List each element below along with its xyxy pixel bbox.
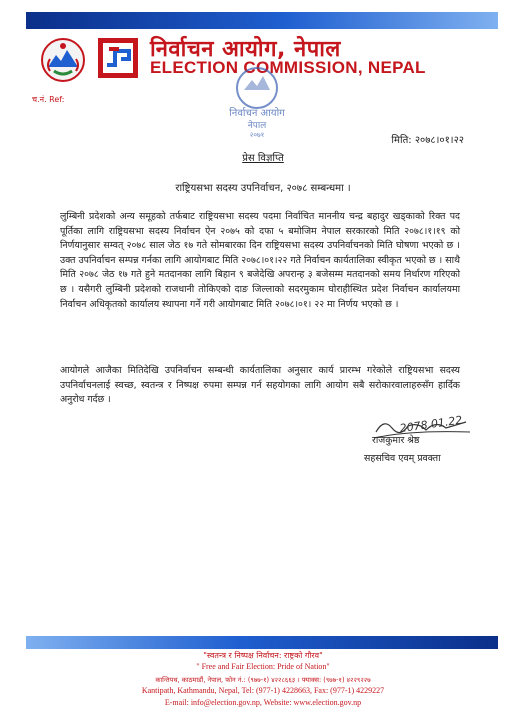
svg-text:2078.01.22: 2078.01.22 xyxy=(398,413,464,436)
body-paragraph-2: आयोगले आजैका मितिदेखि उपनिर्वाचन सम्बन्धी कार्यतालिका अनुसार कार्य प्रारम्भ गरेकोले राष्ट्रियसभा सदस्य उपनिर्वाचनलाई स्वच्छ, स्वतन्त्र र निष्पक्ष रुपमा सम्पन्न गर्न सहयोगका लागि आयोग सबै सरोकारवालाहरुसँग हार्दिक अनुरोध गर्दछ । xyxy=(60,365,460,406)
signatory-name: राजकुमार श्रेष्ठ xyxy=(372,435,420,446)
svg-text:नेपाल: नेपाल xyxy=(247,121,267,131)
nepal-emblem-icon xyxy=(40,37,86,83)
election-commission-logo-icon xyxy=(97,37,139,79)
header-blue-bar xyxy=(26,12,498,29)
footer-address-english: Kantipath, Kathmandu, Nepal, Tel: (977-1) 4228663, Fax: (977-1) 4229227 xyxy=(141,686,385,695)
subject-heading: राष्ट्रियसभा सदस्य उपनिर्वाचन, २०७८ सम्बन्धमा । xyxy=(175,183,351,194)
date-line: मिति: २०७८।०१।२२ xyxy=(391,135,464,146)
header-title-nepali: निर्वाचन आयोग, नेपाल xyxy=(150,37,341,62)
press-release-label: प्रेस विज्ञप्ति xyxy=(242,153,284,164)
footer-contact: E-mail: info@election.gov.np, Website: www.election.gov.np xyxy=(164,698,362,707)
footer-blue-bar xyxy=(26,636,498,649)
body-paragraph-1: लुम्बिनी प्रदेशको अन्य समूहको तर्फबाट राष्ट्रियसभा सदस्य पदमा निर्वाचित माननीय चन्द्र बहादुर खड्काको रिक्त पद पूर्तिका लागि राष्ट्रियसभा सदस्य निर्वाचन ऐन २०७५ को दफा ५ बमोजिम नेपाल सरकारको मिति २०७८।१।१९ को निर्णयानुसार सम्वत् २०७८ साल जेठ १७ गते सोमबारका दिन राष्ट्रियसभा सदस्य उपनिर्वाचनको मिति घोषणा भएको छ । उक्त उपनिर्वाचन सम्पन्न गर्नका लागि आयोगबाट मिति २०७८।०१।२२ गते निर्वाचन कार्यतालिका स्वीकृत भएको छ । साथै मिति २०७८ जेठ १७ गते हुने मतदानका लागि बिहान ९ बजेदेखि अपरान्ह ३ बजेसम्म मतदानको समय निर्धारण गरिएको छ । यसैगरी लुम्बिनी प्रदेशको राजधानी तोकिएको दाङ जिल्लाको सदरमुकाम घोराहीस्थित प्रदेश निर्वाचन कार्यालयमा निर्वाचन अधिकृतको कार्यालय स्थापना गर्ने गरी आयोगबाट मिति २०७८।०१। २२ मा निर्णय भएको छ । xyxy=(60,211,460,310)
header-title-english: ELECTION COMMISSION, NEPAL xyxy=(150,58,426,77)
footer-address-nepali: कान्तिपथ, काठमाडौं, नेपाल, फोन नं.: (९७७-१) ४२२८६६३ । फ्याक्स: (९७७-१) ४२२९२२७ xyxy=(155,676,371,684)
reference-label: च.नं. Ref: xyxy=(32,95,65,104)
svg-text:निर्वाचन आयोग: निर्वाचन आयोग xyxy=(229,108,285,119)
footer-motto-english: " Free and Fair Election: Pride of Nation" xyxy=(196,662,330,671)
svg-text:२०७१: २०७१ xyxy=(249,131,265,138)
signatory-title: सहसचिव एवम् प्रवक्ता xyxy=(364,453,441,464)
footer-motto-nepali: "स्वतन्त्र र निष्पक्ष निर्वाचन: राष्ट्रको गौरव" xyxy=(203,651,323,660)
office-seal-icon xyxy=(222,60,292,138)
